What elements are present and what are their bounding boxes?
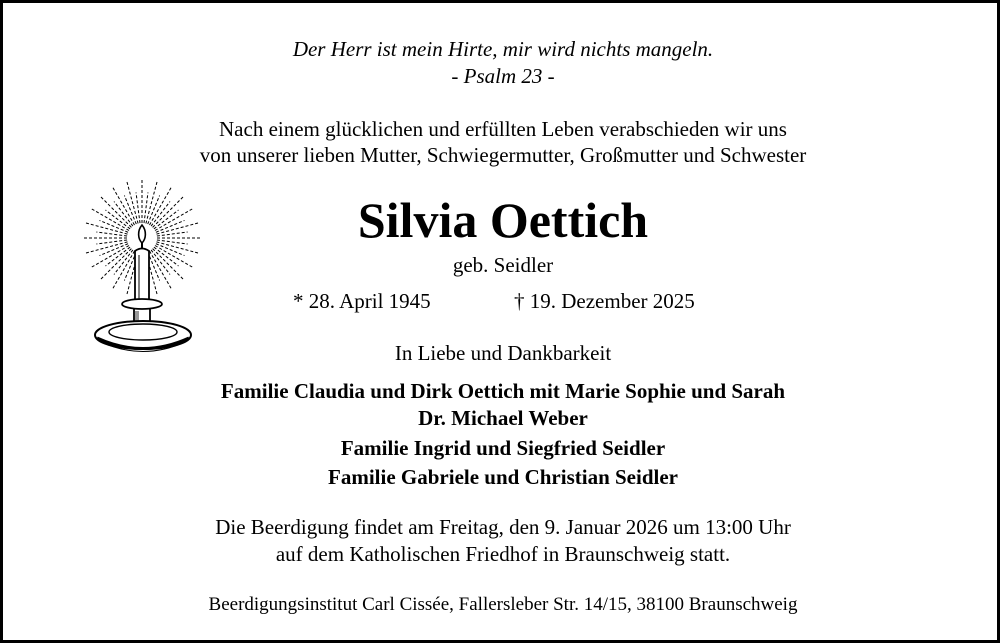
funeral-info-line-1: Die Beerdigung findet am Freitag, den 9. Januar 2026 um 13:00 Uhr xyxy=(215,515,791,539)
death-date: † 19. Dezember 2025 xyxy=(514,289,695,313)
psalm-quote: Der Herr ist mein Hirte, mir wird nichts mangeln. xyxy=(292,37,714,61)
birth-date: * 28. April 1945 xyxy=(293,289,431,313)
maiden-name: geb. Seidler xyxy=(452,253,554,277)
undertaker-info: Beerdigungsinstitut Carl Cissée, Fallersleber Str. 14/15, 38100 Braunschweig xyxy=(208,594,798,615)
family-line: Familie Gabriele und Christian Seidler xyxy=(328,465,678,489)
psalm-reference: - Psalm 23 - xyxy=(451,64,555,88)
funeral-info-line-2: auf dem Katholischen Friedhof in Braunschweig statt. xyxy=(275,542,731,566)
intro-line-2: von unserer lieben Mutter, Schwiegermutter, Großmutter und Schwester xyxy=(199,143,807,167)
family-line: Familie Claudia und Dirk Oettich mit Marie Sophie und Sarah xyxy=(220,379,786,403)
deceased-name: Silvia Oettich xyxy=(357,192,649,248)
signoff: In Liebe und Dankbarkeit xyxy=(394,341,612,365)
family-line: Familie Ingrid und Siegfried Seidler xyxy=(340,436,666,460)
intro-line-1: Nach einem glücklichen und erfüllten Leben verabschieden wir uns xyxy=(219,117,787,141)
family-line: Dr. Michael Weber xyxy=(418,406,588,430)
